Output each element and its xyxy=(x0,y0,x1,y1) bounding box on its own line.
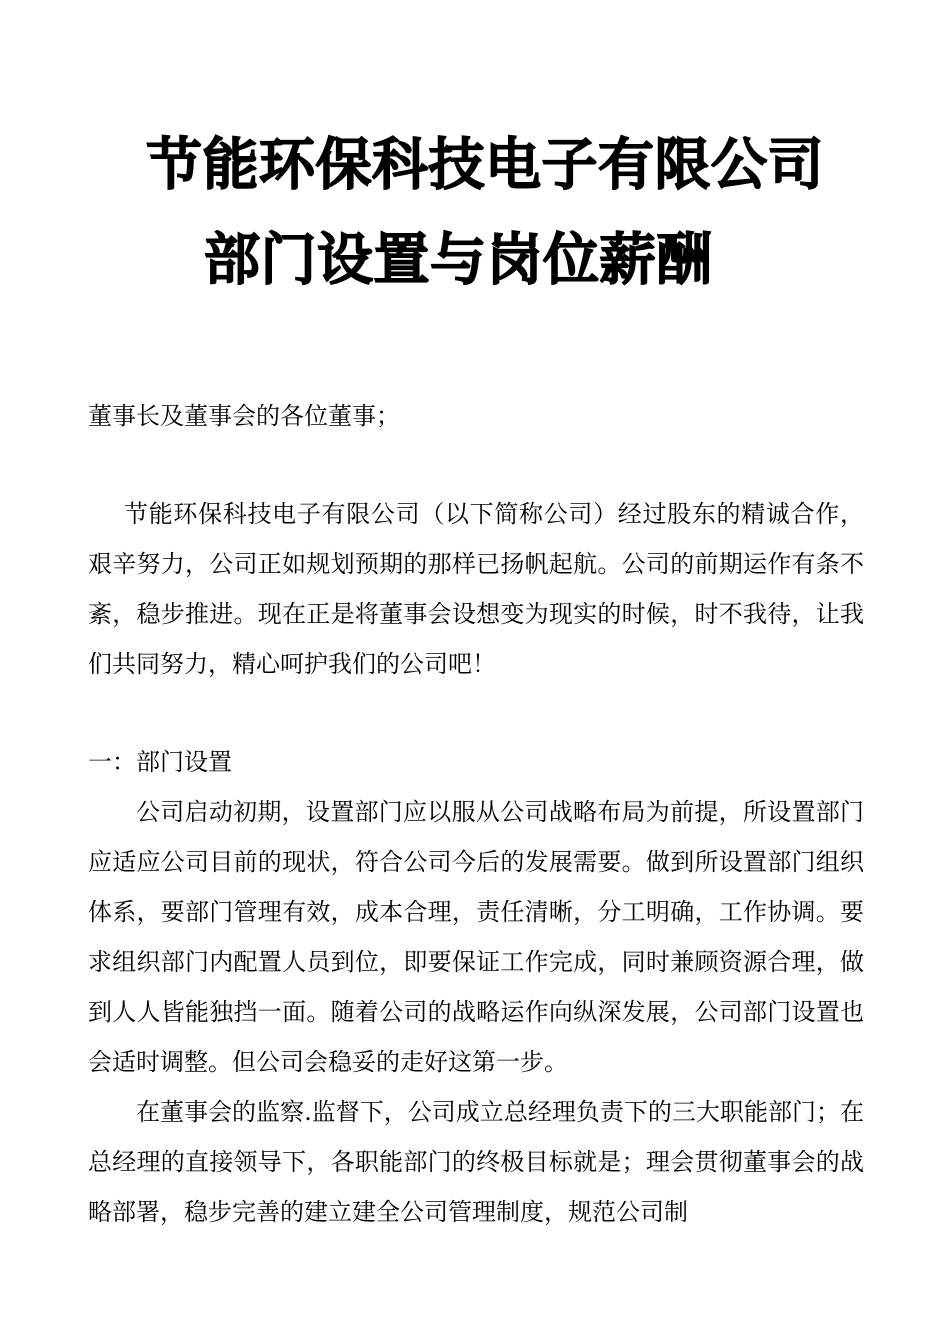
document-title-line1: 节能环保科技电子有限公司 xyxy=(146,133,824,198)
intro-paragraph: 节能环保科技电子有限公司（以下简称公司）经过股东的精诚合作，艰辛努力，公司正如规划预期的那样已扬帆起航。公司的前期运作有条不紊，稳步推进。现在正是将董事会设想变为现实的时候，时不我待，让我们共同努力，精心呵护我们的公司吧！ xyxy=(88,500,864,678)
section-paragraph: 在董事会的监察.监督下，公司成立总经理负责下的三大职能部门；在总经理的直接领导下，各职能部门的终极目标就是；理会贯彻董事会的战略部署，稳步完善的建立建全公司管理制度，规范公司制 xyxy=(88,1098,864,1226)
document-title-line2: 部门设置与岗位薪酬 xyxy=(204,228,713,293)
section-paragraph: 公司启动初期，设置部门应以服从公司战略布局为前提，所设置部门应适应公司目前的现状，符合公司今后的发展需要。做到所设置部门组织体系，要部门管理有效，成本合理，责任清晰，分工明确，工作协调。要求组织部门内配置人员到位，即要保证工作完成，同时兼顾资源合理，做到人人皆能独挡一面。随着公司的战略运作向纵深发展，公司部门设置也会适时调整。但公司会稳妥的走好这第一步。 xyxy=(88,798,864,1076)
section-heading-department-setup: 一：部门设置 xyxy=(88,748,232,776)
salutation: 董事长及董事会的各位董事； xyxy=(88,402,400,430)
